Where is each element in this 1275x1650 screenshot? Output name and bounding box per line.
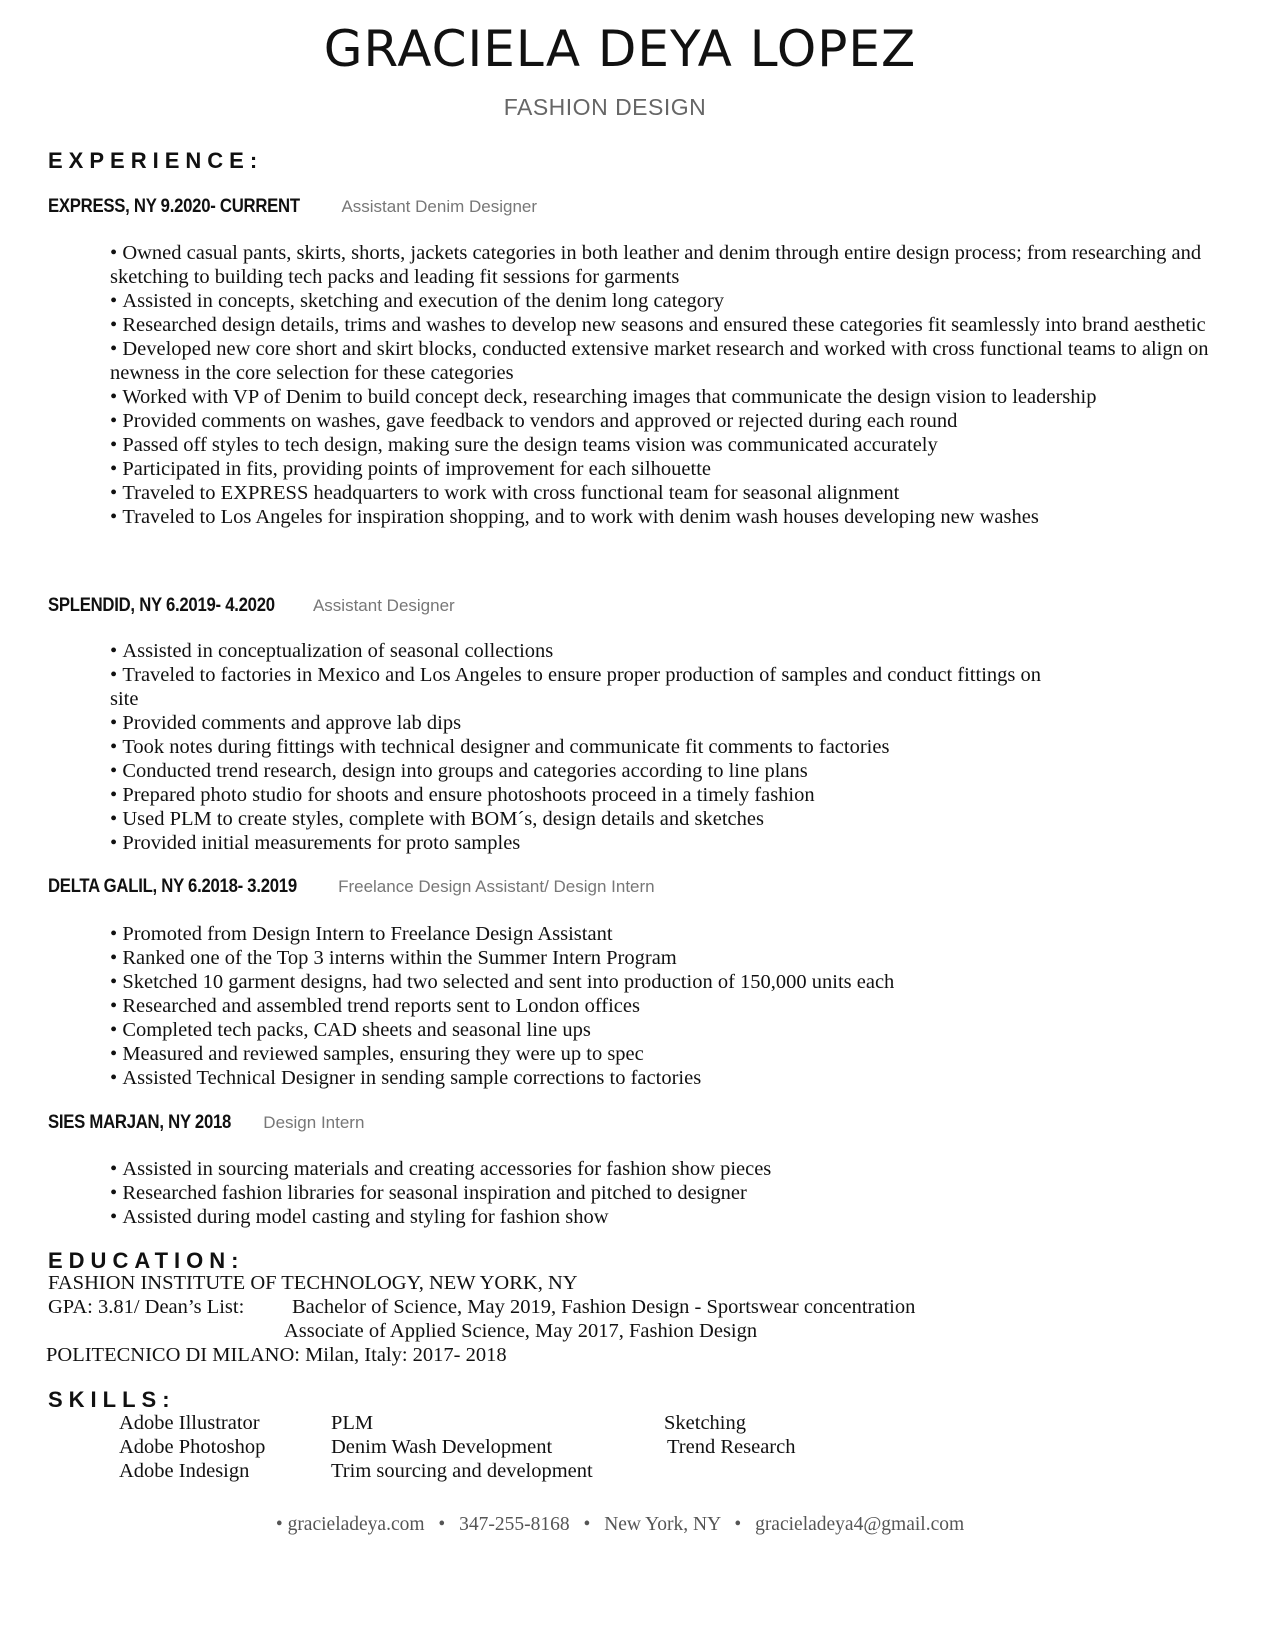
education-school: FASHION INSTITUTE OF TECHNOLOGY, NEW YORK, NY bbox=[48, 1272, 578, 1294]
job-header bbox=[48, 595, 455, 617]
bullet-item: • Assisted Technical Designer in sending sample corrections to factories bbox=[110, 1066, 1230, 1090]
bullet-item: • Traveled to factories in Mexico and Los Angeles to ensure proper production of samples and conduct fittings on site bbox=[110, 663, 1070, 711]
bullet-item: • Researched and assembled trend reports sent to London offices bbox=[110, 994, 1230, 1018]
bullet-item: • Used PLM to create styles, complete with BOM´s, design details and sketches bbox=[110, 807, 1070, 831]
bullet-item: • Prepared photo studio for shoots and ensure photoshoots proceed in a timely fashion bbox=[110, 783, 1070, 807]
bullet-item: • Provided comments on washes, gave feedback to vendors and approved or rejected during each round bbox=[110, 409, 1230, 433]
education-gpa: GPA: 3.81/ Dean’s List: bbox=[48, 1296, 245, 1318]
job-header bbox=[48, 876, 655, 898]
contact-location: New York, NY bbox=[604, 1514, 721, 1535]
job-bullets bbox=[110, 241, 1230, 529]
job-header bbox=[48, 196, 537, 218]
bullet-item: • Assisted in concepts, sketching and execution of the denim long category bbox=[110, 289, 1230, 313]
skill-item: Adobe Photoshop bbox=[119, 1436, 266, 1458]
bullet-item: • Provided comments and approve lab dips bbox=[110, 711, 1070, 735]
skill-item: PLM bbox=[331, 1412, 374, 1434]
bullet-item: • Worked with VP of Denim to build concept deck, researching images that communicate the design vision to leadership bbox=[110, 385, 1230, 409]
contact-footer bbox=[0, 1514, 1240, 1536]
job-company: EXPRESS, NY 9.2020- CURRENT bbox=[48, 196, 300, 217]
bullet-item: • Participated in fits, providing points of improvement for each silhouette bbox=[110, 457, 1230, 481]
bullet-item: • Traveled to EXPRESS headquarters to work with cross functional team for seasonal alignment bbox=[110, 481, 1230, 505]
job-role: Assistant Denim Designer bbox=[341, 197, 538, 216]
bullet-item: • Owned casual pants, skirts, shorts, jackets categories in both leather and denim through entire design process; from researching and sketching to building tech packs and leading fit sessions for garments bbox=[110, 241, 1230, 289]
resume-name: GRACIELA DEYA LOPEZ bbox=[323, 20, 917, 78]
job-role: Assistant Designer bbox=[312, 596, 455, 615]
job-company: SIES MARJAN, NY 2018 bbox=[48, 1112, 232, 1133]
bullet-item: • Completed tech packs, CAD sheets and seasonal line ups bbox=[110, 1018, 1230, 1042]
skill-item: Trim sourcing and development bbox=[331, 1460, 593, 1482]
bullet-dot: • bbox=[734, 1514, 742, 1535]
skill-item: Adobe Indesign bbox=[119, 1460, 250, 1482]
experience-heading: EXPERIENCE: bbox=[48, 148, 264, 173]
bullet-item: • Ranked one of the Top 3 interns within the Summer Intern Program bbox=[110, 946, 1230, 970]
job-company: SPLENDID, NY 6.2019- 4.2020 bbox=[48, 595, 275, 616]
bullet-item: • Passed off styles to tech design, making sure the design teams vision was communicated accurately bbox=[110, 433, 1230, 457]
skill-item: Trend Research bbox=[667, 1436, 796, 1458]
bullet-item: • Promoted from Design Intern to Freelance Design Assistant bbox=[110, 922, 1230, 946]
bullet-item: • Sketched 10 garment designs, had two selected and sent into production of 150,000 units each bbox=[110, 970, 1230, 994]
bullet-item: • Researched design details, trims and washes to develop new seasons and ensured these categories fit seamlessly into brand aesthetic bbox=[110, 313, 1230, 337]
skill-item: Denim Wash Development bbox=[331, 1436, 553, 1458]
education-degree-bachelor: Bachelor of Science, May 2019, Fashion Design - Sportswear concentration bbox=[292, 1296, 916, 1318]
job-bullets bbox=[110, 1157, 1230, 1229]
education-degree-associate: Associate of Applied Science, May 2017, Fashion Design bbox=[284, 1320, 758, 1342]
bullet-item: • Took notes during fittings with technical designer and communicate fit comments to factories bbox=[110, 735, 1070, 759]
job-bullets bbox=[110, 922, 1230, 1090]
skill-item: Sketching bbox=[664, 1412, 746, 1434]
job-company: DELTA GALIL, NY 6.2018- 3.2019 bbox=[48, 876, 297, 897]
bullet-item: • Assisted in conceptualization of seasonal collections bbox=[110, 639, 1070, 663]
skills-heading: SKILLS: bbox=[48, 1387, 176, 1412]
contact-email[interactable]: gracieladeya4@gmail.com bbox=[755, 1514, 965, 1535]
bullet-item: • Traveled to Los Angeles for inspiration shopping, and to work with denim wash houses developing new washes bbox=[110, 505, 1230, 529]
education-heading: EDUCATION: bbox=[48, 1248, 245, 1273]
bullet-item: • Developed new core short and skirt blocks, conducted extensive market research and worked with cross functional teams to align on newness in the core selection for these categories bbox=[110, 337, 1230, 385]
bullet-dot: • bbox=[275, 1514, 283, 1535]
bullet-item: • Conducted trend research, design into groups and categories according to line plans bbox=[110, 759, 1070, 783]
skill-item: Adobe Illustrator bbox=[119, 1412, 260, 1434]
job-role: Freelance Design Assistant/ Design Intern bbox=[338, 877, 655, 896]
job-role: Design Intern bbox=[263, 1113, 365, 1132]
bullet-dot: • bbox=[583, 1514, 591, 1535]
contact-phone[interactable]: 347-255-8168 bbox=[459, 1514, 570, 1535]
resume-title: FASHION DESIGN bbox=[503, 94, 707, 120]
contact-website[interactable]: gracieladeya.com bbox=[287, 1514, 425, 1535]
bullet-item: • Assisted during model casting and styling for fashion show bbox=[110, 1205, 1230, 1229]
job-header bbox=[48, 1112, 364, 1134]
bullet-item: • Assisted in sourcing materials and creating accessories for fashion show pieces bbox=[110, 1157, 1230, 1181]
job-bullets bbox=[110, 639, 1070, 855]
education-abroad: POLITECNICO DI MILANO: Milan, Italy: 2017- 2018 bbox=[46, 1344, 507, 1366]
bullet-item: • Researched fashion libraries for seasonal inspiration and pitched to designer bbox=[110, 1181, 1230, 1205]
bullet-item: • Measured and reviewed samples, ensuring they were up to spec bbox=[110, 1042, 1230, 1066]
bullet-item: • Provided initial measurements for proto samples bbox=[110, 831, 1070, 855]
bullet-dot: • bbox=[438, 1514, 446, 1535]
